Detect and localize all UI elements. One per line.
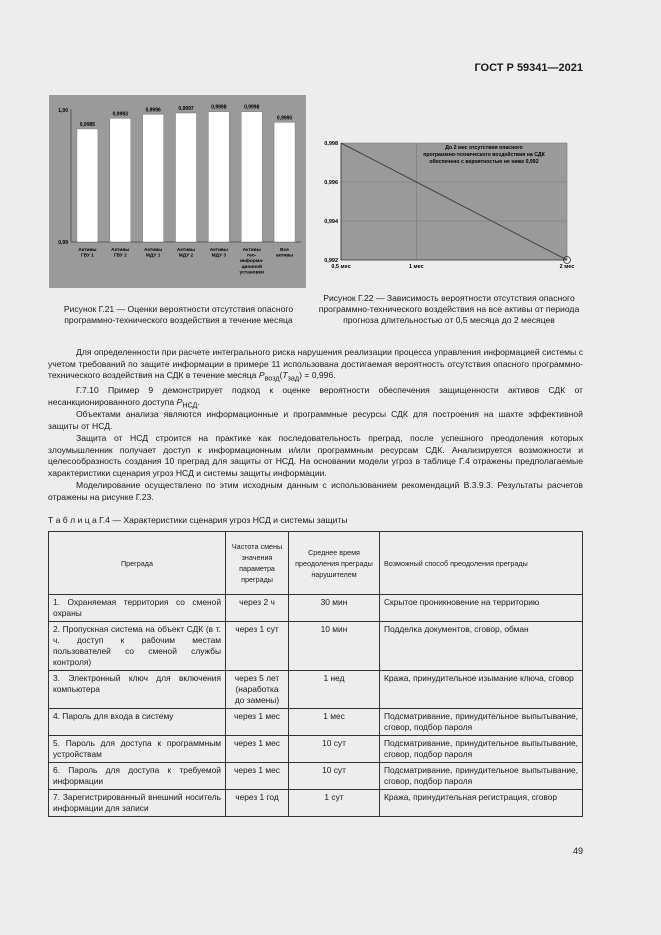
page-number: 49 <box>572 846 583 856</box>
y-tick-label: 0,994 <box>324 219 338 225</box>
table-row <box>49 595 583 622</box>
category-label-line: Все <box>280 248 289 253</box>
paragraph-4: Защита от НСД строится на практике как последовательность преград, после успешного преодоления которых злоумышленник получает доступ к информационным и/или программным ресурсам СДК. Анализируется возможности и целесообразность создания 10 преград для защиты от НСД. На основании модели угроз в таблице Г.4 отражены предполагаемые характеристики сценария угроз НСД и системы защиты информации. <box>48 433 583 478</box>
bar <box>208 112 229 242</box>
cell: Кража, принудительная регистрация, сговор <box>380 790 583 817</box>
category-label-line: активы <box>275 253 294 259</box>
table-row <box>49 671 583 709</box>
bar-value-label: 0,9993 <box>112 111 128 118</box>
table-row <box>49 763 583 790</box>
cell: Кража, принудительное изымание ключа, сговор <box>380 671 583 709</box>
cell: через 1 сут <box>226 622 289 671</box>
category-label-line: гео- <box>247 253 257 259</box>
category-label-line: Активы <box>144 248 163 253</box>
category-label-line: МДУ 3 <box>211 253 227 259</box>
category-label-line: Активы <box>111 248 130 253</box>
annotation-line: обеспечено с вероятностью не ниже 0,992 <box>429 159 539 165</box>
bar <box>110 118 131 242</box>
annotation-line: программно-технического воздействия на СДК <box>423 152 545 158</box>
cell: 10 сут <box>289 736 380 763</box>
category-label <box>210 247 228 259</box>
bar <box>143 114 164 242</box>
y-tick-label: 0,996 <box>324 180 338 186</box>
y-tick-label: 0,998 <box>324 141 338 147</box>
x-tick-label: 1 мес <box>408 264 424 270</box>
cell: Подсматривание, принудительное выпытывание, сговор, подбор пароля <box>380 763 583 790</box>
category-label-line: Активы <box>78 248 97 253</box>
category-label <box>276 247 293 259</box>
table-row <box>49 790 583 817</box>
header-mean-time: Среднее время преодоления преграды нарушителем <box>289 532 380 595</box>
cell: через 5 лет (наработка до замены) <box>226 671 289 709</box>
cell: 6. Пароль для доступа к требуемой информации <box>49 763 226 790</box>
category-label-line: установки <box>239 270 264 276</box>
category-label-line: МДУ 2 <box>178 253 194 259</box>
cell: 7. Зарегистрированный внешний носитель информации для записи <box>49 790 226 817</box>
category-label <box>177 247 195 259</box>
category-label <box>144 247 162 259</box>
cell: 1 мес <box>289 709 380 736</box>
category-label-line: Активы <box>176 248 196 253</box>
figure-21-caption: Рисунок Г.21 — Оценки вероятности отсутствия опасного программно-технического воздействия в течение месяца <box>63 304 294 325</box>
y-tick-label: 1,00 <box>58 108 68 114</box>
cell: через 2 ч <box>226 595 289 622</box>
category-label-line: информа- <box>239 259 264 265</box>
bar-value-label: 0,9990 <box>276 115 293 122</box>
category-label-line: ГВУ 2 <box>113 253 127 259</box>
cell: через 1 мес <box>226 709 289 736</box>
annotation-line: До 2 мес отсутствия опасного <box>445 145 523 151</box>
y-tick-label: 0,992 <box>324 258 338 264</box>
paragraph-1: Для определенности при расчете интегрального риска нарушения реализации процесса управления информацией системы с учетом требований по защите информации в примере 11 использована достигаемая вероятность отсутствия опасного программно-технического воздействия на СДК в течение месяца $P_{возд}(T_{зад}) = 0,996$. <box>48 347 583 383</box>
cell: 10 мин <box>289 622 380 671</box>
bar-value-label: 0,9996 <box>145 107 161 114</box>
cell: Подсматривание, принудительное выпытывание, сговор, подбор пароля <box>380 709 583 736</box>
category-label-line: Активы <box>242 248 261 253</box>
category-label-line: ционной <box>241 264 262 270</box>
bar <box>241 112 262 242</box>
bar <box>77 129 98 242</box>
cell: 1 нед <box>289 671 380 709</box>
cell: Подсматривание, принудительное выпытывание, сговор, подбор пароля <box>380 736 583 763</box>
cell: 30 мин <box>289 595 380 622</box>
bar-value-label: 0,9998 <box>211 104 227 111</box>
bar <box>176 113 197 242</box>
category-label <box>111 247 129 259</box>
cell: через 1 год <box>226 790 289 817</box>
x-tick-label: 0,5 мес <box>331 264 351 270</box>
category-label-line: Активы <box>209 248 228 253</box>
cell: Скрытое проникновение на территорию <box>380 595 583 622</box>
y-tick-label: 0,99 <box>58 240 68 246</box>
header-frequency: Частота смены значения параметра преграды <box>226 532 289 595</box>
category-label <box>78 247 96 259</box>
cell: 5. Пароль для доступа к программным устройствам <box>49 736 226 763</box>
figure-21-svg <box>49 95 306 288</box>
category-label-line: МДУ 1 <box>145 253 161 259</box>
table-title: Т а б л и ц а Г.4 — Характеристики сценария угроз НСД и системы защиты <box>48 515 348 525</box>
bar-value-label: 0,9997 <box>178 105 194 112</box>
figure-21-chart <box>49 95 306 288</box>
cell: 4. Пароль для входа в систему <box>49 709 226 736</box>
standard-header: ГОСТ Р 59341—2021 <box>474 62 583 74</box>
header-method: Возможный способ преодоления преграды <box>380 532 583 595</box>
header-barrier: Преграда <box>49 532 226 595</box>
cell: 1. Охраняемая территория со сменой охраны <box>49 595 226 622</box>
x-tick-label: 2 мес <box>559 264 575 270</box>
cell: 10 сут <box>289 763 380 790</box>
table-row <box>49 709 583 736</box>
cell: через 1 мес <box>226 736 289 763</box>
paragraph-2: Г.7.10 Пример 9 демонстрирует подход к оценке вероятности обеспечения защищенности активов СДК от несанкционированного доступа $P_{НСД}$. <box>48 385 583 410</box>
cell: Подделка документов, сговор, обман <box>380 622 583 671</box>
paragraph-3: Объектами анализа являются информационные и программные ресурсы СДК для построения на шахте эффективной защиты от НСД. <box>48 409 583 431</box>
paragraph-5: Моделирование осуществлено по этим исходным данным с использованием рекомендаций В.3.9.3. Результаты расчетов отражены на рисунке Г.23. <box>48 480 583 502</box>
cell: 2. Пропускная система на объект СДК (в т. ч. доступ к рабочим местам пользователей со сменой службы контроля) <box>49 622 226 671</box>
figure-22-svg <box>314 130 582 280</box>
table-g4 <box>48 531 583 817</box>
table-row <box>49 736 583 763</box>
category-label <box>240 247 264 275</box>
cell: 1 сут <box>289 790 380 817</box>
bar-value-label: 0,9985 <box>79 121 96 128</box>
figure-22-caption: Рисунок Г.22 — Зависимость вероятности отсутствия опасного программно-технического воздействия на все активы от периода прогноза длительностью от 0,5 месяца до 2 месяцев <box>318 293 580 325</box>
cell: через 1 мес <box>226 763 289 790</box>
table-header-row <box>49 532 583 595</box>
figure-22-chart <box>314 130 582 280</box>
cell: 3. Электронный ключ для включения компьютера <box>49 671 226 709</box>
bar-value-label: 0,9998 <box>244 104 260 111</box>
category-label-line: ГВУ 1 <box>80 253 94 259</box>
table-row <box>49 622 583 671</box>
bar <box>274 122 295 242</box>
